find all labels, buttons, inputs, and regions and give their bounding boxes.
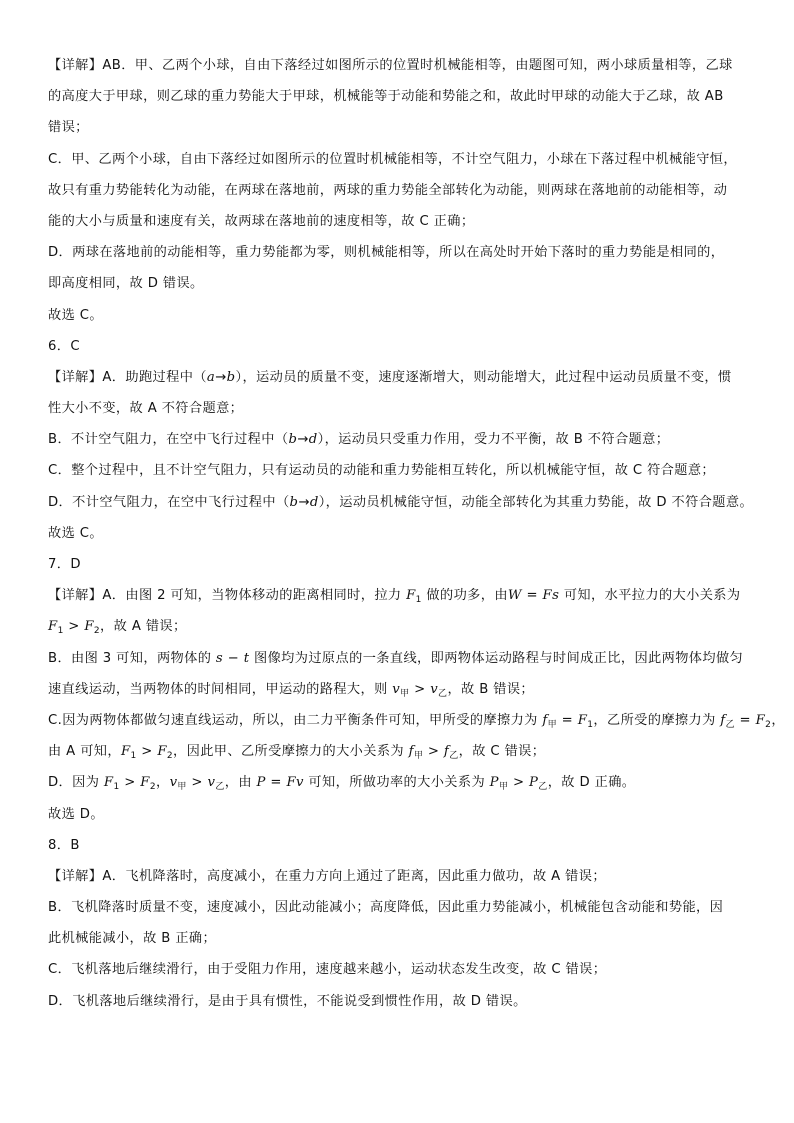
text: ， (771, 712, 785, 728)
q5-conclusion: 故选 C。 (48, 307, 103, 323)
op: = (734, 712, 756, 728)
sub: 乙 (538, 782, 548, 793)
var: b (289, 494, 299, 510)
text: ，故 A 错误； (100, 619, 187, 635)
var: W (507, 588, 522, 604)
sub: 1 (113, 782, 120, 793)
q8-line-3: 此机械能减小，故 B 正确； (48, 931, 217, 947)
sub: 甲 (400, 688, 410, 699)
var: f (720, 712, 726, 728)
op: > (119, 775, 141, 791)
sub: 乙 (438, 688, 448, 699)
var: v (392, 681, 401, 697)
text: ），运动员的质量不变，速度逐渐增大，则动能增大，此过程中运动员质量不变，惯 (235, 369, 732, 385)
sub: 1 (130, 751, 137, 762)
q5-line-1: 【详解】AB．甲、乙两个小球，自由下落经过如图所示的位置时机械能相等，由题图可知，两小球质量相等，乙球 (48, 58, 733, 73)
var: d (308, 432, 318, 448)
answer-page (48, 50, 785, 1017)
sub: 乙 (725, 719, 735, 730)
var: F (120, 744, 131, 760)
sub: 2 (166, 751, 174, 762)
var: F (406, 588, 416, 604)
var: P (489, 775, 499, 791)
text: 做的功多，由 (421, 588, 508, 604)
var: F (140, 775, 150, 791)
text: ，故 B 错误； (447, 681, 535, 697)
sub: 1 (57, 626, 64, 637)
arrow: → (215, 369, 227, 385)
var: Fs (542, 588, 560, 604)
q7-line-7 (48, 767, 760, 798)
sub: 乙 (449, 751, 459, 762)
q6-line-5 (48, 487, 760, 518)
sub: 1 (415, 595, 422, 606)
op: = (265, 775, 287, 791)
q5-line-3: 错误； (48, 120, 89, 136)
text: B．由图 3 可知，两物体的 (48, 650, 216, 666)
q5-line-6: 能的大小与质量和速度有关，故两球在落地前的速度相等，故 C 正确； (48, 213, 475, 229)
arrow: → (297, 432, 309, 448)
text: ，因此甲、乙所受摩擦力的大小关系为 (173, 744, 409, 760)
op: > (423, 744, 444, 760)
var: F (103, 775, 114, 791)
var: F (48, 619, 58, 635)
var: f (443, 744, 450, 760)
var: F (157, 744, 167, 760)
text: ），运动员只受重力作用，受力不平衡，故 B 不符合题意； (317, 432, 670, 448)
sub: 甲 (413, 751, 424, 762)
var: F (577, 712, 588, 728)
q8-number: 8．B (48, 837, 80, 853)
op: = (521, 588, 543, 604)
text: ， (155, 775, 170, 791)
sub: 甲 (177, 782, 187, 793)
text: 可知，所做功率的大小关系为 (303, 775, 490, 791)
text: ，乙所受的摩擦力为 (593, 712, 721, 728)
q7-line-2 (48, 611, 760, 642)
q8-line-2: B．飞机降落时质量不变，速度减小，因此动能减小；高度降低，因此重力势能减小，机械能包含动能和势能，因 (48, 900, 724, 916)
op: > (409, 681, 431, 697)
q7-line-1 (48, 580, 760, 611)
arrow: → (298, 494, 310, 510)
var: f (408, 744, 414, 760)
var: s (215, 650, 224, 666)
var: Fv (286, 775, 304, 791)
text: 速直线运动，当两物体的时间相同，甲运动的路程大，则 (48, 681, 393, 697)
q7-line-3 (48, 643, 760, 674)
q5-line-8: 即高度相同，故 D 错误。 (48, 276, 204, 292)
text: ，故 D 正确。 (547, 775, 636, 791)
text: ），运动员机械能守恒，动能全部转化为其重力势能，故 D 不符合题意。 (318, 494, 754, 510)
op: > (136, 744, 158, 760)
q6-line-1 (48, 362, 760, 393)
q6-conclusion: 故选 C。 (48, 525, 103, 541)
q7-number: 7．D (48, 557, 81, 572)
q5-line-4: C．甲、乙两个小球，自由下落经过如图所示的位置时机械能相等，不计空气阻力，小球在下落过程中机械能守恒， (48, 151, 737, 167)
var: f (542, 712, 548, 728)
var: P (529, 775, 539, 791)
var: v (207, 775, 216, 791)
op: > (63, 619, 85, 635)
op: > (186, 775, 208, 791)
q6-line-4: C．整个过程中，且不计空气阻力，只有运动员的动能和重力势能相互转化，所以机械能守恒，故 C 符合题意； (48, 463, 716, 479)
var: F (84, 619, 94, 635)
sub: 1 (587, 719, 594, 730)
q8-line-4: C．飞机落地后继续滑行，由于受阻力作用，速度越来越小，运动状态发生改变，故 C 错误； (48, 962, 607, 978)
var: v (430, 681, 439, 697)
sub: 甲 (547, 719, 558, 730)
var: v (169, 775, 178, 791)
q5-line-5: 故只有重力势能转化为动能，在两球在落地前，两球的重力势能全部转化为动能，则两球在落地前的动能相等，动 (48, 182, 728, 198)
q6-line-3 (48, 424, 760, 455)
text: D．不计空气阻力，在空中飞行过程中（ (48, 494, 290, 510)
var: F (755, 712, 766, 728)
q6-line-2: 性大小不变，故 A 不符合题意； (48, 401, 244, 417)
text: 可知，水平拉力的大小关系为 (559, 588, 741, 604)
q8-line-1: 【详解】A．飞机降落时，高度减小，在重力方向上通过了距离，因此重力做功，故 A 错误； (48, 868, 606, 884)
text: 图像均为过原点的一条直线，即两物体运动路程与时间成正比，因此两物体均做匀 (249, 650, 744, 666)
sub: 乙 (215, 782, 225, 793)
q6-number: 6．C (48, 338, 80, 354)
text: 由 A 可知， (48, 744, 121, 760)
q7-line-4 (48, 674, 760, 705)
text: 【详解】A．由图 2 可知，当物体移动的距离相同时，拉力 (48, 588, 407, 604)
text: ，故 C 错误； (458, 744, 546, 760)
sub: 甲 (498, 782, 509, 793)
q7-line-5 (48, 705, 785, 736)
var: d (309, 494, 319, 510)
var: t (243, 650, 250, 666)
op: − (223, 650, 244, 666)
var: b (226, 369, 236, 385)
var: a (206, 369, 216, 385)
q7-conclusion: 故选 D。 (48, 806, 104, 822)
q7-line-6 (48, 736, 760, 767)
text: C.因为两物体都做匀速直线运动，所以，由二力平衡条件可知，甲所受的摩擦力为 (48, 712, 543, 728)
text: B．不计空气阻力，在空中飞行过程中（ (48, 432, 289, 448)
q5-line-2: 的高度大于甲球，则乙球的重力势能大于甲球，机械能等于动能和势能之和，故此时甲球的动能大于乙球，故 AB (48, 89, 724, 105)
q8-line-5: D．飞机落地后继续滑行，是由于具有惯性，不能说受到惯性作用，故 D 错误。 (48, 993, 527, 1009)
sub: 2 (93, 626, 101, 637)
text: D．因为 (48, 775, 104, 791)
var: P (256, 775, 266, 791)
text: ，由 (224, 775, 257, 791)
op: = (557, 712, 578, 728)
sub: 2 (765, 719, 772, 730)
q5-line-7: D．两球在落地前的动能相等，重力势能都为零，则机械能相等，所以在高处时开始下落时的重力势能是相同的， (48, 245, 725, 261)
var: b (288, 432, 298, 448)
op: > (508, 775, 529, 791)
text: 【详解】A．助跑过程中（ (48, 369, 207, 385)
sub: 2 (149, 782, 156, 793)
